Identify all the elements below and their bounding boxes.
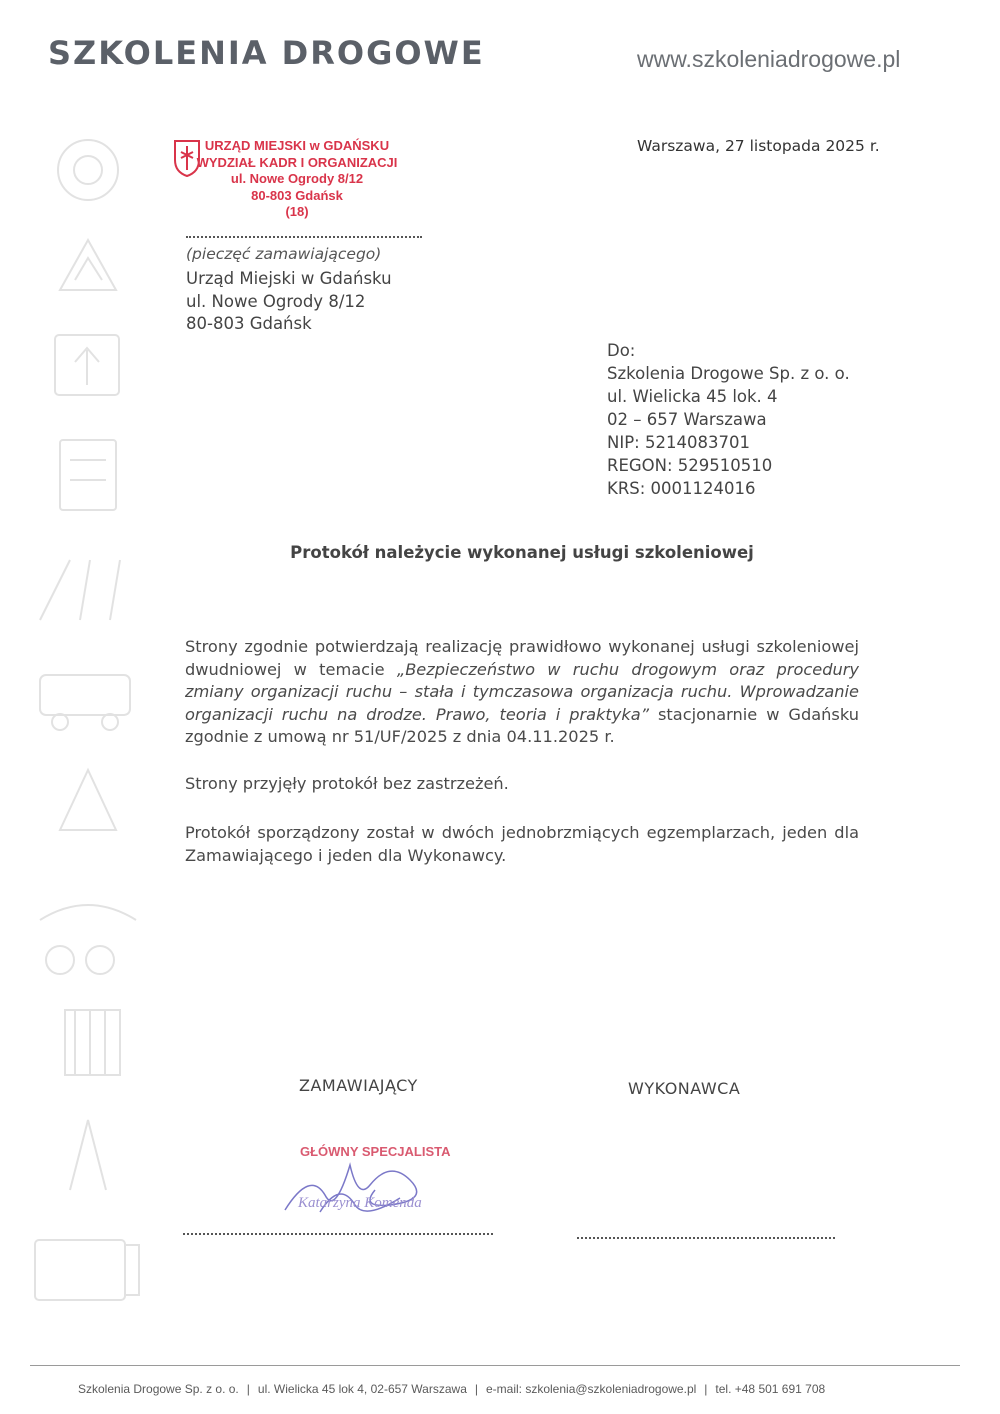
recipient-line: KRS: 0001124016	[607, 479, 756, 498]
page-footer: Szkolenia Drogowe Sp. z o. o. | ul. Wielicka 45 lok 4, 02-657 Warszawa | e-mail: szkolenia@szkoleniadrogowe.pl | tel. +48 501 691 708	[78, 1382, 826, 1396]
signature-stamp-name: Katarzyna Komenda	[298, 1195, 422, 1211]
recipient-line: Do:	[607, 341, 636, 360]
stamp-caption: (pieczęć zamawiającego)	[186, 245, 382, 263]
signature-stamp-title: GŁÓWNY SPECJALISTA	[300, 1144, 451, 1159]
recipient-address	[607, 339, 850, 500]
orderer-line: Urząd Miejski w Gdańsku	[186, 269, 392, 288]
paragraph-text: stacjonarnie w Gdańsku zgodnie z umową nr 51/UF/2025 z dnia 04.11.2025 r.	[185, 704, 859, 747]
recipient-line: REGON: 529510510	[607, 456, 773, 475]
company-logo: SZKOLENIA DROGOWE	[48, 34, 485, 72]
stamp-line: (18)	[285, 204, 309, 219]
paragraph-no-reservations: Strony przyjęły protokół bez zastrzeżeń.	[185, 774, 509, 793]
footer-address: ul. Wielicka 45 lok 4, 02-657 Warszawa	[257, 1382, 467, 1396]
contractor-signature-line	[577, 1237, 835, 1239]
footer-email: e-mail: szkolenia@szkoleniadrogowe.pl	[486, 1382, 697, 1396]
gdansk-crest-icon	[172, 138, 202, 178]
stamp-line: ul. Nowe Ogrody 8/12	[230, 171, 364, 186]
decorative-margin-illustrations	[20, 130, 150, 1330]
stamp-line: URZĄD MIEJSKI w GDAŃSKU	[204, 138, 390, 153]
orderer-signature-line	[183, 1233, 493, 1235]
recipient-line: Szkolenia Drogowe Sp. z o. o.	[607, 364, 850, 383]
orderer-line: 80-803 Gdańsk	[186, 314, 312, 333]
paragraph-text: Strony zgodnie potwierdzają realizację prawidłowo wykonanej usługi szkoleniowej dwudniowej w temacie	[185, 637, 859, 679]
orderer-line: ul. Nowe Ogrody 8/12	[186, 291, 366, 311]
paragraph-confirmation	[185, 636, 859, 749]
training-topic: „Bezpieczeństwo w ruchu drogowym oraz procedury zmiany organizacji ruchu – stała i tymczasowa organizacja ruchu. Wprowadzanie organizacji ruchu na drodze. Prawo, teoria i praktyka”	[185, 659, 859, 724]
document-title: Protokół należycie wykonanej usługi szkoleniowej	[290, 543, 754, 562]
footer-phone: tel. +48 501 691 708	[715, 1382, 826, 1396]
orderer-red-stamp	[172, 138, 402, 221]
recipient-line: ul. Wielicka 45 lok. 4	[607, 387, 778, 406]
contractor-signature-label: WYKONAWCA	[628, 1079, 741, 1098]
orderer-signature-label: ZAMAWIAJĄCY	[299, 1076, 418, 1095]
website-url: www.szkoleniadrogowe.pl	[637, 46, 901, 72]
stamp-line: 80-803 Gdańsk	[251, 187, 343, 203]
stamp-dotted-line	[186, 236, 422, 238]
recipient-line: 02 – 657 Warszawa	[607, 410, 767, 429]
footer-divider	[30, 1365, 960, 1366]
recipient-line: NIP: 5214083701	[607, 433, 750, 452]
paragraph-copies: Protokół sporządzony został w dwóch jednobrzmiących egzemplarzach, jeden dla Zamawiającego i jeden dla Wykonawcy.	[185, 823, 859, 865]
handwritten-signature	[280, 1150, 450, 1225]
place-and-date: Warszawa, 27 listopada 2025 r.	[637, 137, 880, 155]
orderer-address	[186, 268, 392, 336]
footer-company: Szkolenia Drogowe Sp. z o. o.	[78, 1382, 239, 1396]
stamp-line: WYDZIAŁ KADR I ORGANIZACJI	[196, 154, 398, 170]
